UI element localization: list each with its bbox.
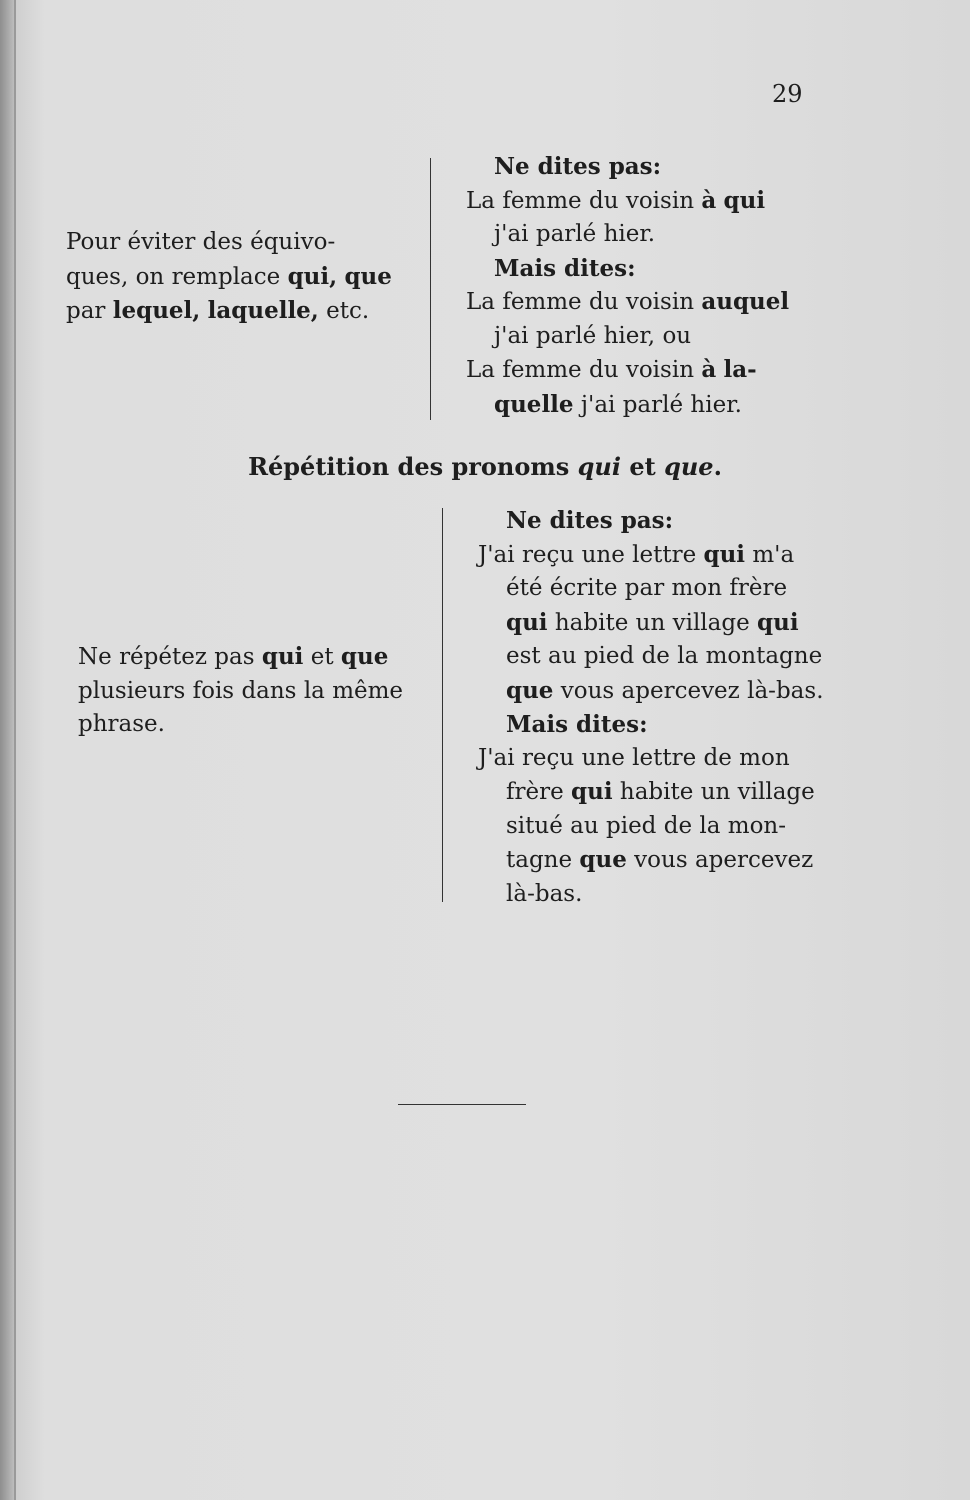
example-line: frère qui habite un village xyxy=(506,778,815,805)
example-line: été écrite par mon frère xyxy=(506,575,788,601)
examples-equivoques xyxy=(466,150,806,422)
heading-period: . xyxy=(713,452,722,481)
example-line: situé au pied de la mon- xyxy=(506,812,787,839)
book-binding xyxy=(0,0,14,1500)
example-line: La femme du voisin à qui xyxy=(466,186,766,214)
example-line: J'ai reçu une lettre qui m'a xyxy=(478,540,795,568)
example-line: j'ai parlé hier, ou xyxy=(494,322,692,349)
example-line: là-bas. xyxy=(506,880,583,907)
rule-equivoques xyxy=(66,226,400,329)
example-line: tagne que vous apercevez xyxy=(506,846,814,873)
rule-line: ques, on remplace qui, que xyxy=(66,262,392,290)
example-line: quelle j'ai parlé hier. xyxy=(494,390,742,418)
heading-qui: qui xyxy=(577,452,621,481)
page-number: 29 xyxy=(772,80,803,108)
rule-line: phrase. xyxy=(78,711,165,737)
example-line: que vous apercevez là-bas. xyxy=(506,676,824,704)
example-line: La femme du voisin à la- xyxy=(466,356,757,383)
examples-repetition xyxy=(478,504,824,911)
column-divider xyxy=(442,508,443,902)
example-line: La femme du voisin auquel xyxy=(466,288,790,315)
column-divider xyxy=(430,158,431,420)
rule-line: Pour éviter des équivo- xyxy=(66,229,336,255)
heading-que: que xyxy=(664,452,714,481)
wrong-label: Ne dites pas: xyxy=(506,507,674,534)
rule-line: par lequel, laquelle, etc. xyxy=(66,297,370,324)
rule-line: plusieurs fois dans la même xyxy=(78,677,404,704)
example-line: est au pied de la montagne xyxy=(506,643,823,669)
section-heading xyxy=(0,452,970,481)
example-line: qui habite un village qui xyxy=(506,608,799,636)
heading-prefix: Répétition des pronoms xyxy=(248,452,570,481)
right-label: Mais dites: xyxy=(506,711,648,738)
rule-repetition xyxy=(78,640,418,742)
section-end-rule xyxy=(398,1104,526,1105)
rule-line: Ne répétez pas qui et que xyxy=(78,643,389,670)
heading-et: et xyxy=(629,452,656,481)
right-label: Mais dites: xyxy=(494,254,636,282)
wrong-label: Ne dites pas: xyxy=(494,153,662,180)
example-line: j'ai parlé hier. xyxy=(494,221,656,247)
example-line: J'ai reçu une lettre de mon xyxy=(478,744,790,771)
